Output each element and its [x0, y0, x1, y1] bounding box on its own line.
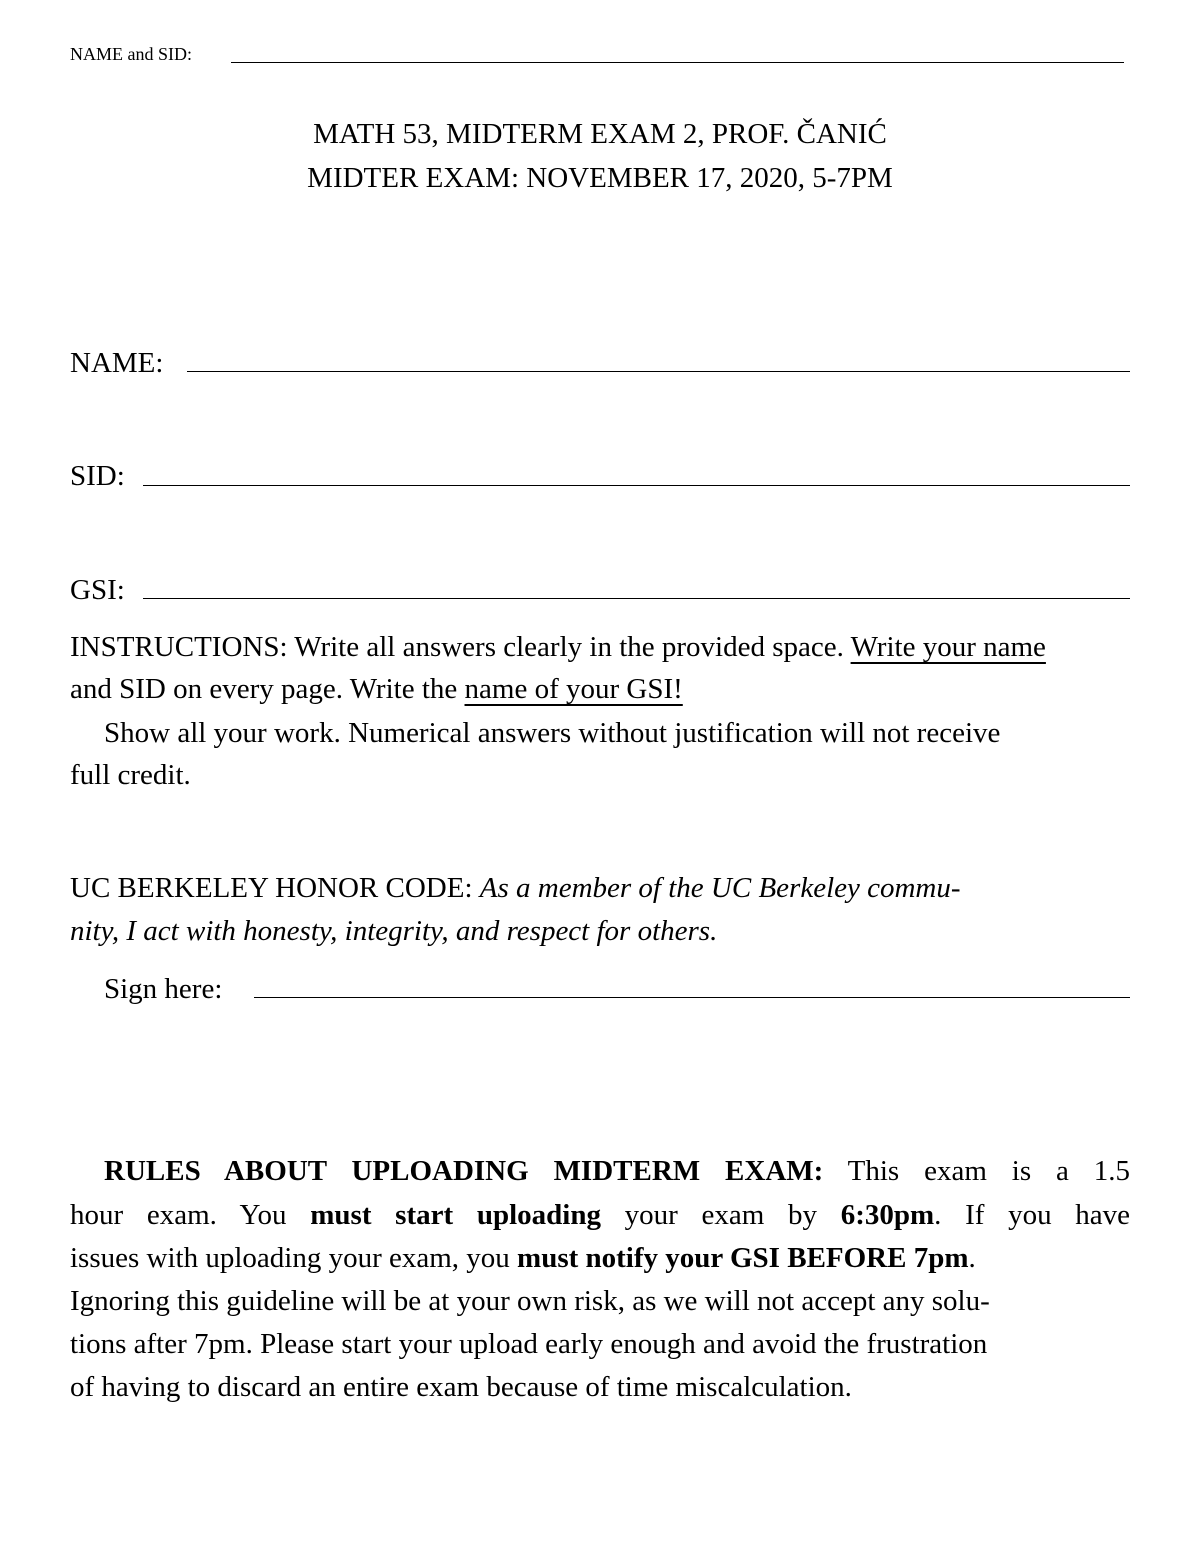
instructions-line-4: full credit. — [70, 759, 191, 791]
upload-rules-emphasis: must start uploading — [310, 1199, 601, 1231]
upload-deadline: 6:30pm — [840, 1199, 935, 1231]
name-label: NAME: — [70, 347, 164, 379]
upload-rules-emphasis: must notify your GSI BEFORE 7pm — [517, 1242, 969, 1274]
upload-rules-line-4: Ignoring this guideline will be at your own risk, as we will not accept any solu- — [70, 1285, 990, 1317]
upload-rules-text: your exam by — [600, 1199, 841, 1231]
honor-code-statement: As a member of the UC Berkeley commu- — [479, 872, 961, 904]
upload-rules-heading: RULES ABOUT UPLOADING MIDTERM EXAM: — [104, 1155, 824, 1187]
upload-rules-line-6: of having to discard an entire exam because of time miscalculation. — [70, 1371, 852, 1403]
upload-rules-line-1 — [104, 1150, 1130, 1192]
sid-field-line[interactable] — [143, 485, 1130, 486]
instructions-text: and SID on every page. Write the — [70, 673, 465, 705]
instructions-line-2 — [70, 668, 683, 710]
name-sid-header-label: NAME and SID: — [70, 44, 192, 64]
upload-rules-text: . — [968, 1242, 976, 1274]
name-sid-header-line[interactable] — [231, 62, 1124, 63]
upload-rules-line-2 — [70, 1194, 1130, 1236]
upload-rules-text: issues with uploading your exam, you — [70, 1242, 518, 1274]
upload-rules-text: . If you have — [934, 1199, 1131, 1231]
instructions-underlined-name: Write your name — [850, 631, 1046, 663]
upload-rules-text: This exam is a 1.5 — [823, 1155, 1130, 1187]
sid-label: SID: — [70, 460, 125, 492]
instructions-text: INSTRUCTIONS: Write all answers clearly in the provided space. — [70, 631, 851, 663]
sign-label: Sign here: — [104, 973, 223, 1005]
honor-code-label: UC BERKELEY HONOR CODE: — [70, 872, 480, 904]
name-field-line[interactable] — [187, 371, 1130, 372]
gsi-label: GSI: — [70, 574, 125, 606]
honor-code-line-2 — [70, 910, 717, 952]
upload-rules-line-3 — [70, 1237, 1130, 1279]
signature-line[interactable] — [254, 997, 1130, 998]
instructions-line-3: Show all your work. Numerical answers without justification will not receive — [104, 717, 1001, 749]
exam-title: MATH 53, MIDTERM EXAM 2, PROF. ČANIĆ — [313, 118, 887, 150]
instructions-line-1 — [70, 626, 1046, 668]
gsi-field-line[interactable] — [143, 598, 1130, 599]
instructions-underlined-gsi: name of your GSI! — [464, 673, 683, 705]
upload-rules-text: hour exam. You — [70, 1199, 311, 1231]
upload-rules-line-5: tions after 7pm. Please start your upload early enough and avoid the frustration — [70, 1328, 988, 1360]
honor-code-line-1 — [70, 867, 961, 909]
exam-date: MIDTER EXAM: NOVEMBER 17, 2020, 5-7PM — [307, 162, 893, 194]
honor-code-statement: nity, I act with honesty, integrity, and respect for others. — [70, 915, 718, 947]
